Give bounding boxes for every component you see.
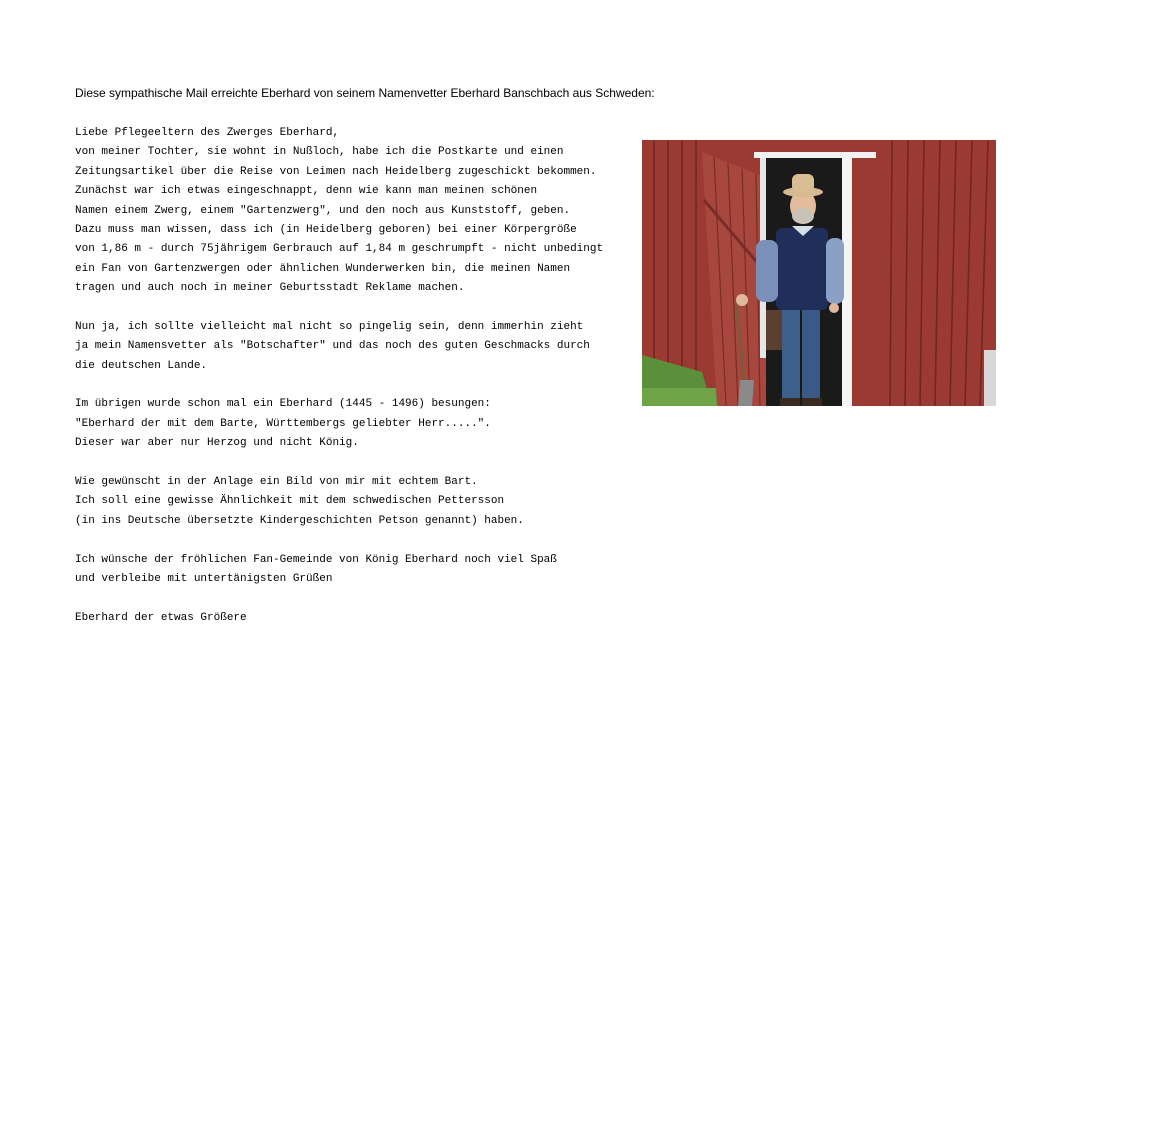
letter-line: von 1,86 m - durch 75jährigem Gerbrauch auf 1,84 m geschrumpft - nicht unbedingt [75,243,604,256]
letter-line: und verbleibe mit untertänigsten Grüßen [75,572,333,585]
letter-line: Dieser war aber nur Herzog und nicht König. [75,437,359,450]
letter-line: Im übrigen wurde schon mal ein Eberhard (1445 - 1496) besungen: [75,398,491,411]
letter-line: Nun ja, ich sollte vielleicht mal nicht so pingelig sein, denn immerhin zieht [75,320,584,333]
letter-line: Dazu muss man wissen, dass ich (in Heidelberg geboren) bei einer Körpergröße [75,223,577,236]
letter-signature: Eberhard der etwas Größere [75,611,247,624]
letter-line: ein Fan von Gartenzwergen oder ähnlichen Wunderwerken bin, die meinen Namen [75,262,571,275]
photo-illustration [642,140,996,406]
letter-line: Namen einem Zwerg, einem "Gartenzwerg", und den noch aus Kunststoff, geben. [75,204,571,217]
letter-line: von meiner Tochter, sie wohnt in Nußloch, habe ich die Postkarte und einen [75,146,564,159]
paragraph-gap [75,376,635,395]
letter-line: "Eberhard der mit dem Barte, Württembergs geliebter Herr.....". [75,417,491,430]
letter-greeting: Liebe Pflegeeltern des Zwerges Eberhard, [75,127,340,139]
letter-line: Wie gewünscht in der Anlage ein Bild von mir mit echtem Bart. [75,476,478,489]
intro-text: Diese sympathische Mail erreichte Eberhard von seinem Namenvetter Eberhard Banschbach aus Schweden: [75,86,655,100]
letter-line: ja mein Namensvetter als "Botschafter" und das noch des guten Geschmacks durch [75,340,590,353]
letter-line: Zeitungsartikel über die Reise von Leimen nach Heidelberg zugeschickt bekommen. [75,165,597,178]
letter-line: Ich wünsche der fröhlichen Fan-Gemeinde von König Eberhard noch viel Spaß [75,553,557,566]
letter-line: Ich soll eine gewisse Ähnlichkeit mit dem schwedischen Pettersson [75,495,505,508]
paragraph-gap [75,299,635,318]
photo-man-in-barn-doorway [642,140,996,406]
paragraph-gap [75,454,635,473]
letter-line: Zunächst war ich etwas eingeschnappt, denn wie kann man meinen schönen [75,185,538,198]
letter-line: (in ins Deutsche übersetzte Kindergeschichten Petson genannt) haben. [75,514,524,527]
letter-body [75,124,635,628]
letter-line: tragen und auch noch in meiner Geburtsstadt Reklame machen. [75,282,465,295]
paragraph-gap [75,531,635,550]
letter-line: die deutschen Lande. [75,359,208,372]
paragraph-gap [75,589,635,608]
